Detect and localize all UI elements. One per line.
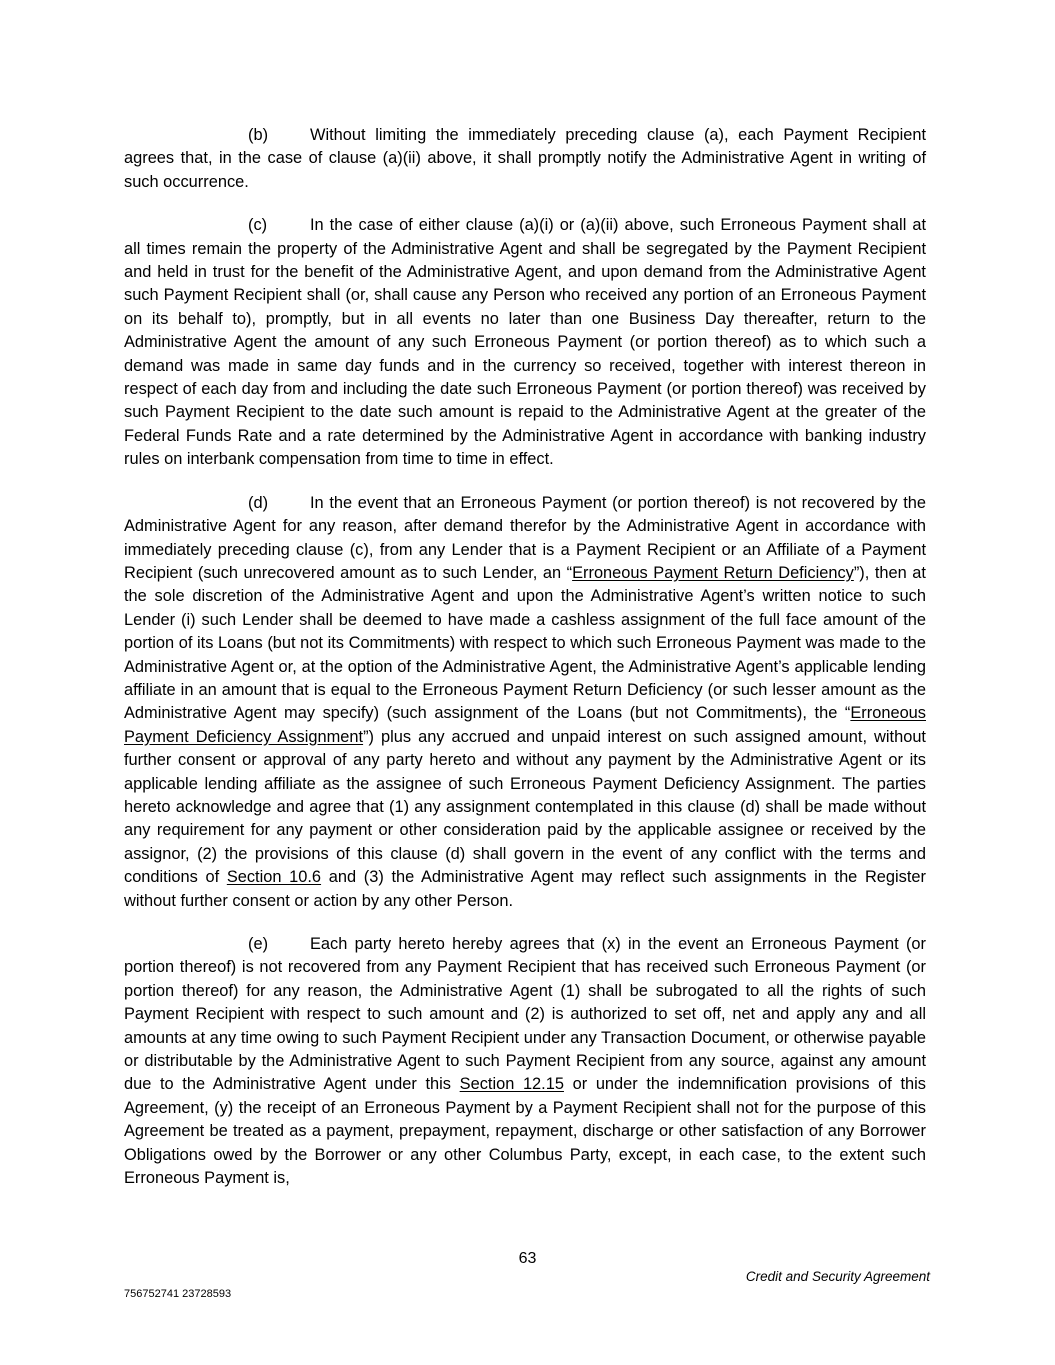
paragraph-d-text-4: and (3) the Administrative Agent may reflect such assignments in the Register without further consent or action by any other Person. (124, 868, 926, 910)
document-id: 756752741 23728593 (124, 1288, 232, 1300)
body-text (124, 124, 926, 1210)
paragraph-d-text-1: In the event that an Erroneous Payment (or portion thereof) is not recovered by the Administrative Agent for any reason, after demand therefor by the Administrative Agent in accordance with immediately preceding clause (c), from any Lender that is a Payment Recipient or an Affiliate of a Payment Recipient (such unrecovered amount as to such Lender, an “ (124, 493, 926, 582)
defined-term-deficiency-assignment: Erroneous Payment Deficiency Assignment (124, 704, 926, 746)
paragraph-d (124, 492, 926, 913)
paragraph-e-text-2: or under the indemnification provisions of this Agreement, (y) the receipt of an Erroneous Payment by a Payment Recipient shall not for the purpose of this Agreement be treated as a payment, prepayment, repayment, discharge or other satisfaction of any Borrower Obligations owed by the Borrower or any other Columbus Party, except, in each case, to the extent such Erroneous Payment is, (124, 1075, 926, 1188)
paragraph-e-text-1: Each party hereto hereby agrees that (x) in the event an Erroneous Payment (or portion thereof) is not recovered from any Payment Recipient that has received such Erroneous Payment (or portion thereof) for any reason, the Administrative Agent (1) shall be subrogated to all the rights of such Payment Recipient with respect to such amount and (2) is authorized to set off, net and apply any and all amounts at any time owing to such Payment Recipient under any Transaction Document, or otherwise payable or distributable by the Administrative Agent to such Payment Recipient from any source, against any amount due to the Administrative Agent under this (124, 935, 926, 1094)
footer-document-title: Credit and Security Agreement (745, 1269, 930, 1284)
paragraph-d-text-2: ”), then at the sole discretion of the Administrative Agent and upon the Administrative Agent’s written notice to such Lender (i) such Lender shall be deemed to have made a cashless assignment of the full face amount of the portion of its Loans (but not its Commitments) with respect to which such Erroneous Payment was made to the Administrative Agent or, at the option of the Administrative Agent, the Administrative Agent’s applicable lending affiliate in an amount that is equal to the Erroneous Payment Return Deficiency (or such lesser amount as the Administrative Agent may specify) (such assignment of the Loans (but not Commitments), the “ (124, 563, 926, 723)
paragraph-d-label: (d) (248, 493, 269, 512)
paragraph-c-label: (c) (248, 216, 268, 235)
section-reference-10-6: Section 10.6 (226, 868, 322, 887)
paragraph-e-label: (e) (248, 935, 269, 953)
paragraph-b (124, 124, 926, 194)
paragraph-b-text: Without limiting the immediately preceding clause (a), each Payment Recipient agrees that, in the case of clause (a)(ii) above, it shall promptly notify the Administrative Agent in writing of such occurrence. (124, 126, 926, 191)
page-number: 63 (518, 1250, 537, 1267)
section-reference-12-15: Section 12.15 (459, 1075, 564, 1094)
paragraph-c-text: In the case of either clause (a)(i) or (a)(ii) above, such Erroneous Payment shall at all times remain the property of the Administrative Agent and shall be segregated by the Payment Recipient and held in trust for the benefit of the Administrative Agent, and upon demand from the Administrative Agent such Payment Recipient shall (or, shall cause any Person who received any portion of an Erroneous Payment on its behalf to), promptly, but in all events no later than one Business Day thereafter, return to the Administrative Agent the amount of any such Erroneous Payment (or portion thereof) as to which such a demand was made in same day funds and in the currency so received, together with interest thereon in respect of each day from and including the date such Erroneous Payment (or portion thereof) was received by such Payment Recipient to the date such amount is repaid to the Administrative Agent at the greater of the Federal Funds Rate and a rate determined by the Administrative Agent in accordance with banking industry rules on interbank compensation from time to time in effect. (124, 216, 926, 469)
paragraph-b-label: (b) (248, 126, 269, 144)
defined-term-return-deficiency: Erroneous Payment Return Deficiency (572, 563, 854, 582)
paragraph-c (124, 214, 926, 471)
paragraph-d-text-3: ”) plus any accrued and unpaid interest on such assigned amount, without further consent or approval of any party hereto and without any payment by the Administrative Agent or its applicable lending affiliate as the assignee of such Erroneous Payment Deficiency Assignment. The parties hereto acknowledge and agree that (1) any assignment contemplated in this clause (d) shall be made without any requirement for any payment or other consideration paid by the applicable assignee or received by the assignor, (2) the provisions of this clause (d) shall govern in the event of any conflict with the terms and conditions of (124, 727, 926, 887)
paragraph-e (124, 933, 926, 1190)
